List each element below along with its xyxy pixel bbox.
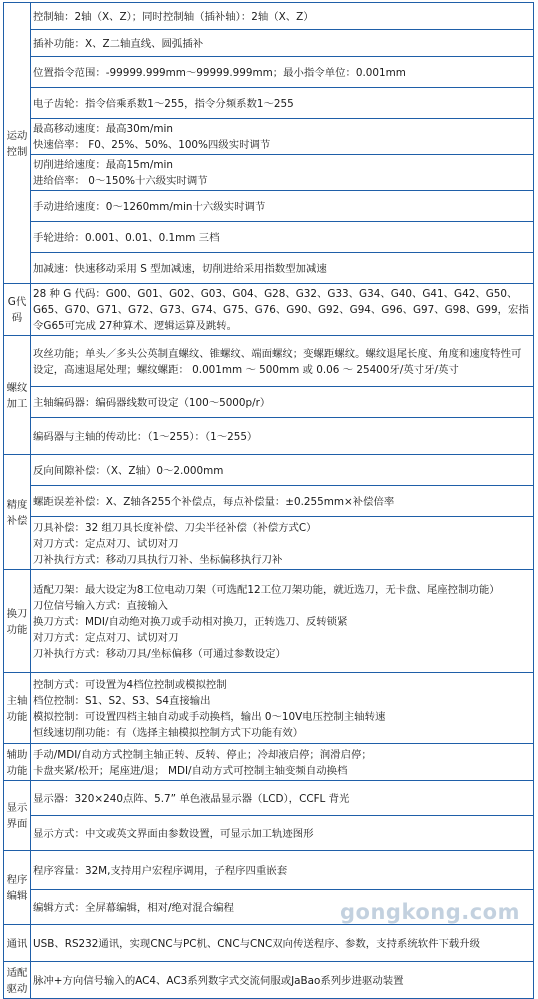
spec-item-cell xyxy=(31,517,534,570)
spec-row xyxy=(4,387,534,418)
spec-line: 刀补执行方式：移动刀具/坐标偏移（可通过参数设定） xyxy=(33,647,286,660)
spec-line: USB、RS232通讯，实现CNC与PC机、CNC与CNC双向传送程序、参数，支持系统软件下载升级 xyxy=(33,937,481,950)
spec-row xyxy=(4,486,534,517)
spec-item-cell xyxy=(31,191,534,222)
spec-line: 刀补执行方式：移动刀具执行刀补、坐标偏移执行刀补 xyxy=(33,553,283,566)
spec-row xyxy=(4,88,534,119)
spec-line: 适配刀架：最大设定为8工位电动刀架（可选配12工位刀架功能，就近选刀，无卡盘、尾座控制功能） xyxy=(33,583,500,596)
spec-item-cell xyxy=(31,455,534,486)
spec-line: 进给倍率： 0～150%十六级实时调节 xyxy=(33,175,208,187)
spec-row xyxy=(4,3,534,30)
spec-line: 程序容量：32M,支持用户宏程序调用，子程序四重嵌套 xyxy=(33,864,288,877)
spec-line: 换刀方式：MDI/自动绝对换刀或手动相对换刀，正转选刀、反转锁紧 xyxy=(33,615,348,628)
spec-line: 位置指令范围：-99999.999mm～99999.999mm；最小指令单位：0.001mm xyxy=(33,66,406,79)
spec-line: 恒线速切削功能：有（选择主轴模拟控制方式下功能有效） xyxy=(33,726,304,739)
spec-item-cell xyxy=(31,851,534,890)
spec-row xyxy=(4,781,534,816)
category-cell: 程序编辑 xyxy=(4,851,31,925)
spec-row xyxy=(4,57,534,88)
category-cell: 适配驱动 xyxy=(4,962,31,999)
spec-line: 对刀方式：定点对刀、试切对刀 xyxy=(33,537,179,550)
spec-table-body xyxy=(4,3,534,999)
spec-line: 最高移动速度：最高30m/min xyxy=(33,123,173,135)
spec-row xyxy=(4,30,534,57)
spec-item-cell xyxy=(31,570,534,673)
spec-item-cell xyxy=(31,57,534,88)
spec-row xyxy=(4,890,534,925)
spec-line: 手动/MDI/自动方式控制主轴正转、反转、停止；冷却液启停；润滑启停； xyxy=(33,748,372,761)
spec-item-cell xyxy=(31,781,534,816)
spec-row xyxy=(4,155,534,191)
spec-row xyxy=(4,336,534,387)
spec-line: 攻丝功能；单头／多头公英制直螺纹、锥螺纹、端面螺纹；变螺距螺纹。螺纹退尾长度、角度和速度特性可设定，高速退尾处理；螺纹螺距： 0.001mm ～ 500mm 或 0.06 ～ 25400牙/英寸牙/英寸 xyxy=(33,347,522,376)
spec-row xyxy=(4,673,534,744)
spec-item-cell xyxy=(31,119,534,155)
spec-line: 刀具补偿：32 组刀具长度补偿、刀尖半径补偿（补偿方式C） xyxy=(33,521,317,534)
spec-line: 电子齿轮：指令倍乘系数1～255，指令分频系数1～255 xyxy=(33,97,294,110)
spec-line: 编码器与主轴的传动比：（1～255）：（1～255） xyxy=(33,430,258,443)
spec-line: 编辑方式：全屏幕编辑，相对/绝对混合编程 xyxy=(33,901,234,914)
spec-row xyxy=(4,570,534,673)
spec-line: 控制轴：2轴（X、Z）；同时控制轴（插补轴）：2轴（X、Z） xyxy=(33,10,314,23)
category-cell: 主轴功能 xyxy=(4,673,31,744)
spec-row xyxy=(4,455,534,486)
spec-line: 切削进给速度：最高15m/min xyxy=(33,159,173,171)
spec-row xyxy=(4,925,534,962)
category-cell: 螺纹加工 xyxy=(4,336,31,455)
spec-line: 显示方式：中文或英文界面由参数设置，可显示加工轨迹图形 xyxy=(33,827,314,840)
spec-row xyxy=(4,253,534,284)
spec-row xyxy=(4,962,534,999)
watermark: gongkong.com xyxy=(340,900,520,924)
category-cell: 通讯 xyxy=(4,925,31,962)
spec-row xyxy=(4,418,534,455)
spec-line: 对刀方式：定点对刀、试切对刀 xyxy=(33,631,179,644)
spec-row xyxy=(4,222,534,253)
spec-line: 主轴编码器：编码器线数可设定（100～5000p/r） xyxy=(33,396,271,409)
spec-item-cell xyxy=(31,962,534,999)
spec-item-cell xyxy=(31,816,534,851)
spec-line: 加减速：快速移动采用 S 型加减速，切削进给采用指数型加减速 xyxy=(33,262,327,275)
spec-item-cell xyxy=(31,387,534,418)
spec-item-cell xyxy=(31,925,534,962)
spec-line: 手轮进给：0.001、0.01、0.1mm 三档 xyxy=(33,231,220,244)
spec-item-cell xyxy=(31,253,534,284)
spec-line: 反向间隙补偿：（X、Z轴）0～2.000mm xyxy=(33,464,224,477)
category-cell: 辅助功能 xyxy=(4,744,31,781)
spec-item-cell xyxy=(31,486,534,517)
spec-item-cell xyxy=(31,30,534,57)
spec-line: 控制方式：可设置为4档位控制或模拟控制 xyxy=(33,678,227,691)
category-cell: 精度补偿 xyxy=(4,455,31,570)
spec-item-cell xyxy=(31,88,534,119)
spec-line: 手动进给速度：0～1260mm/min十六级实时调节 xyxy=(33,200,266,213)
spec-row xyxy=(4,191,534,222)
category-cell: 运动控制 xyxy=(4,3,31,284)
spec-row xyxy=(4,517,534,570)
spec-row xyxy=(4,851,534,890)
spec-line: 螺距误差补偿：X、Z轴各255个补偿点，每点补偿量：±0.255mm×补偿倍率 xyxy=(33,495,395,508)
spec-item-cell xyxy=(31,744,534,781)
spec-table xyxy=(3,2,534,999)
spec-line: 档位控制：S1、S2、S3、S4直接输出 xyxy=(33,694,211,707)
spec-line: 模拟控制：可设置四档主轴自动或手动换档，输出 0～10V电压控制主轴转速 xyxy=(33,710,386,723)
spec-line: 显示器：320×240点阵、5.7” 单色液晶显示器（LCD），CCFL 背光 xyxy=(33,792,350,805)
category-cell: 换刀功能 xyxy=(4,570,31,673)
category-cell: 显示界面 xyxy=(4,781,31,851)
spec-row xyxy=(4,744,534,781)
spec-item-cell xyxy=(31,336,534,387)
spec-item-cell xyxy=(31,890,534,925)
spec-item-cell xyxy=(31,222,534,253)
spec-line: 脉冲+方向信号输入的AC4、AC3系列数字式交流伺服或JaBao系列步进驱动装置 xyxy=(33,974,404,987)
spec-row xyxy=(4,284,534,336)
category-cell: G代码 xyxy=(4,284,31,336)
spec-line: 卡盘夹紧/松开；尾座进/退； MDI/自动方式可控制主轴变频自动换档 xyxy=(33,764,348,777)
spec-line: 刀位信号输入方式：直接输入 xyxy=(33,599,169,612)
spec-line: 插补功能：X、Z二轴直线、圆弧插补 xyxy=(33,37,204,50)
spec-row xyxy=(4,816,534,851)
spec-line: 28 种 G 代码：G00、G01、G02、G03、G04、G28、G32、G33、G34、G40、G41、G42、G50、G65、G70、G71、G72、G73、G74、G75、G76、G90、G92、G94、G96、G97、G98、G99，宏指令G65可完成 27种算术、逻辑运算及跳转。 xyxy=(33,288,529,332)
spec-item-cell xyxy=(31,284,534,336)
spec-line: 快速倍率： F0、25%、50%、100%四级实时调节 xyxy=(33,139,271,151)
spec-item-cell xyxy=(31,155,534,191)
spec-item-cell xyxy=(31,418,534,455)
spec-row xyxy=(4,119,534,155)
spec-item-cell xyxy=(31,673,534,744)
spec-item-cell xyxy=(31,3,534,30)
